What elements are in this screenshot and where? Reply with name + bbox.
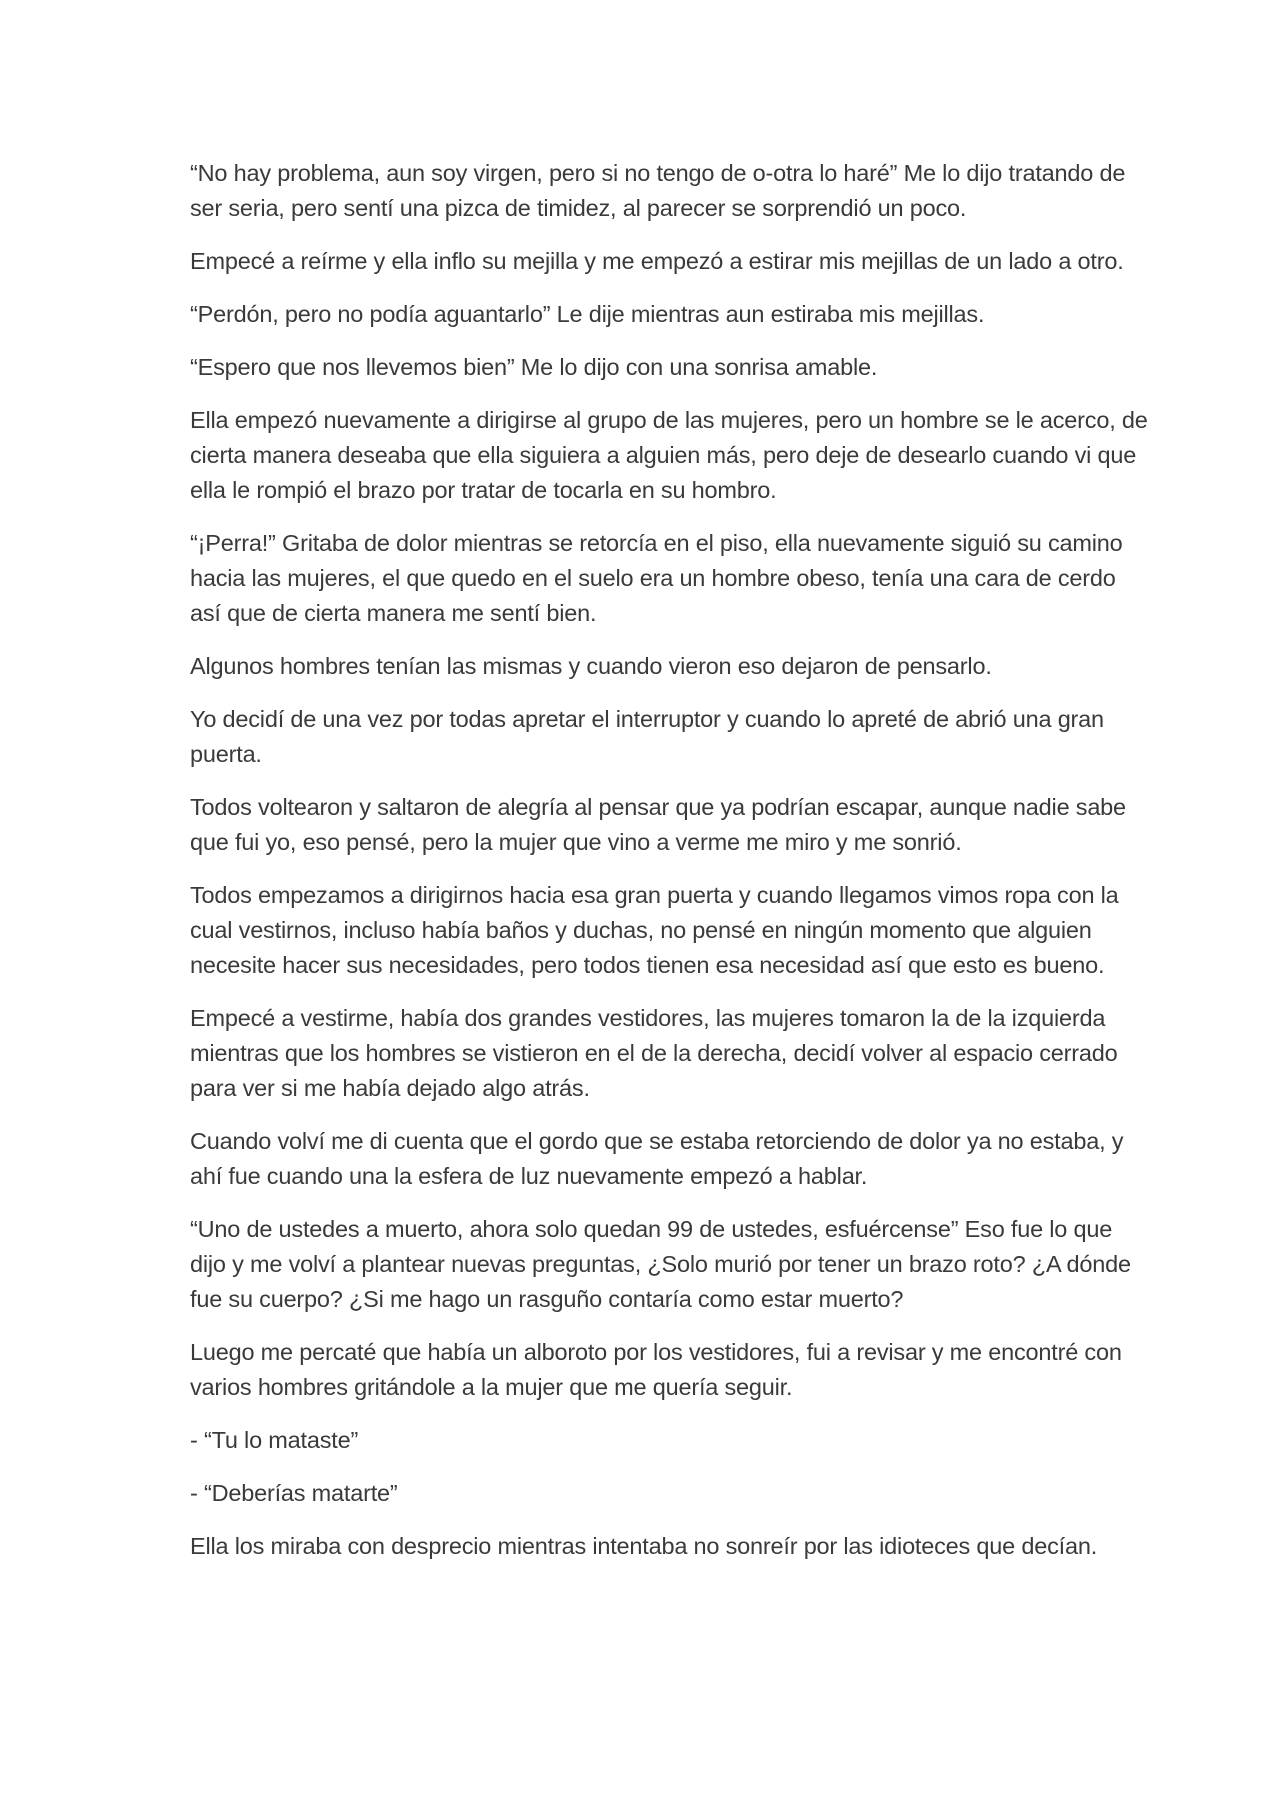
paragraph: Ella los miraba con desprecio mientras intentaba no sonreír por las idioteces que decían. — [190, 1533, 1098, 1559]
paragraph: Empecé a vestirme, había dos grandes vestidores, las mujeres tomaron la de la izquierda mientras que los hombres se vistieron en el de la derecha, decidí volver al espacio cerrado para ver si me había dejado algo atrás. — [190, 1005, 1118, 1101]
paragraph: Ella empezó nuevamente a dirigirse al grupo de las mujeres, pero un hombre se le acerco, de cierta manera deseaba que ella siguiera a alguien más, pero deje de desearlo cuando vi que ella le rompió el brazo por tratar de tocarla en su hombro. — [190, 407, 1148, 503]
paragraph: Todos voltearon y saltaron de alegría al pensar que ya podrían escapar, aunque nadie sabe que fui yo, eso pensé, pero la mujer que vino a verme me miro y me sonrió. — [190, 794, 1126, 855]
paragraph: “¡Perra!” Gritaba de dolor mientras se retorcía en el piso, ella nuevamente siguió su camino hacia las mujeres, el que quedo en el suelo era un hombre obeso, tenía una cara de cerdo así que de cierta manera me sentí bien. — [190, 530, 1123, 626]
paragraph: “No hay problema, aun soy virgen, pero si no tengo de o-otra lo haré” Me lo dijo tratando de ser seria, pero sentí una pizca de timidez, al parecer se sorprendió un poco. — [190, 160, 1126, 221]
paragraph: “Uno de ustedes a muerto, ahora solo quedan 99 de ustedes, esfuércense” Eso fue lo que dijo y me volví a plantear nuevas preguntas, ¿Solo murió por tener un brazo roto? ¿A dónde fue su cuerpo? ¿Si me hago un rasguño contaría como estar muerto? — [190, 1216, 1131, 1312]
paragraph: “Perdón, pero no podía aguantarlo” Le dije mientras aun estiraba mis mejillas. — [190, 301, 985, 327]
paragraph: “Espero que nos llevemos bien” Me lo dijo con una sonrisa amable. — [190, 354, 878, 380]
dialogue-line: - “Tu lo mataste” — [190, 1427, 359, 1453]
dialogue-line: - “Deberías matarte” — [190, 1480, 398, 1506]
paragraph: Todos empezamos a dirigirnos hacia esa gran puerta y cuando llegamos vimos ropa con la cual vestirnos, incluso había baños y duchas, no pensé en ningún momento que alguien necesite hacer sus necesidades, pero todos tienen esa necesidad así que esto es bueno. — [190, 882, 1119, 978]
paragraph: Yo decidí de una vez por todas apretar el interruptor y cuando lo apreté de abrió una gran puerta. — [190, 706, 1104, 767]
paragraph: Luego me percaté que había un alboroto por los vestidores, fui a revisar y me encontré con varios hombres gritándole a la mujer que me quería seguir. — [190, 1339, 1122, 1400]
paragraph: Empecé a reírme y ella inflo su mejilla y me empezó a estirar mis mejillas de un lado a otro. — [190, 248, 1124, 274]
document-page — [190, 156, 1150, 1582]
paragraph: Cuando volví me di cuenta que el gordo que se estaba retorciendo de dolor ya no estaba, y ahí fue cuando una la esfera de luz nuevamente empezó a hablar. — [190, 1128, 1124, 1189]
paragraph: Algunos hombres tenían las mismas y cuando vieron eso dejaron de pensarlo. — [190, 653, 992, 679]
